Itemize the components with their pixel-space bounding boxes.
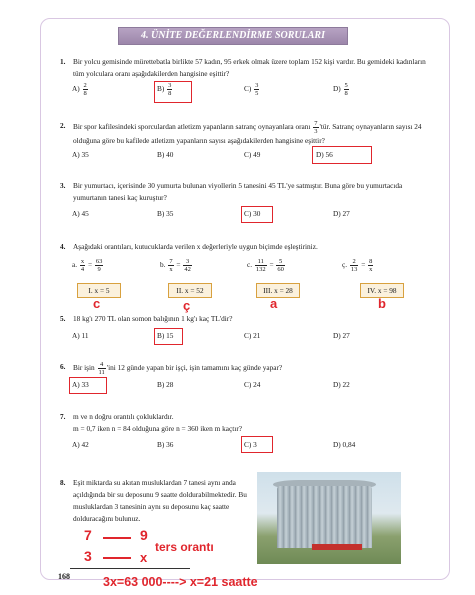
option-b[interactable]: B) $\frac{3}{8}$ (157, 82, 172, 97)
answer-mark-box (241, 436, 273, 453)
question-number: 1. (60, 57, 66, 66)
page-title: 4. ÜNİTE DEĞERLENDİRME SORULARI (118, 27, 348, 45)
option-d[interactable]: D) $\frac{5}{8}$ (333, 82, 348, 97)
question-text: Aşağıdaki orantıları, kutucuklarda verilen x değerleriyle uygun biçimde eşleştiriniz. (73, 242, 318, 251)
question-text: 18 kg'ı 270 TL olan somon balığının 1 kg'ı kaç TL'dir? (73, 314, 233, 323)
question-number: 2. (60, 121, 66, 130)
page-number: 168 (58, 572, 70, 581)
handwritten-7: 7 (84, 527, 92, 543)
option-b[interactable]: B) 15 (157, 331, 174, 340)
answer-box-1[interactable]: I. x = 5 (77, 283, 121, 298)
fraction: $\frac{2}{8}$ (83, 82, 87, 97)
option-a[interactable]: A) 33 (72, 380, 89, 389)
option-d[interactable]: D) 27 (333, 209, 350, 218)
proportion-a: a. $\frac{x}{4}$ = $\frac{63}{9}$ (72, 258, 103, 273)
question-text: Bir spor kafilesindeki sporculardan atletizm yapanların satranç oynayanlara oranı $\frac{7}{3}$ 'tür. Satranç oynayanların sayısı 24 olduğuna göre bu kafilede atletizm yapanların sayısı aşağıdakilerden hangisine eşittir? (73, 120, 422, 145)
water-tank-photo (257, 472, 401, 564)
handwritten-arrow-line (103, 557, 131, 559)
question-text: Bir yumurtacı, içerisinde 30 yumurta bulunan viyollerin 5 tanesini 45 TL'ye satmıştır. Buna göre bu yumurtacıda yumurtanın tanesi kaç kuruştur? (73, 181, 403, 202)
option-c[interactable]: C) 30 (244, 209, 261, 218)
question-number: 6. (60, 362, 66, 371)
handwritten-label: ters orantı (155, 540, 214, 554)
option-b[interactable]: B) 35 (157, 209, 174, 218)
question-number: 8. (60, 478, 66, 487)
tank-pipes (312, 544, 362, 550)
option-a[interactable]: A) 45 (72, 209, 89, 218)
answer-mark-box (241, 206, 273, 223)
answer-mark-box (312, 146, 372, 164)
option-d[interactable]: D) 0,84 (333, 440, 356, 449)
option-c[interactable]: C) 3 (244, 440, 257, 449)
handwritten-match: c (93, 296, 101, 311)
fraction: $\frac{7}{3}$ (314, 120, 318, 135)
proportion-c: c. $\frac{11}{132}$ = $\frac{5}{60}$ (247, 258, 284, 273)
question-text: Eşit miktarda su akıtan musluklardan 7 tanesi aynı anda açıldığında bir su deposunu 9 saatte doldurabilmektedir. Bu musluklardan 3 tanesinin aynı su deposunu kaç saatte dolduracağını bulunuz. (73, 478, 247, 523)
answer-mark-box (69, 377, 107, 394)
question-text: Bir işin $\frac{4}{11}$ 'ini 12 günde yapan bir işçi, işin tamamını kaç günde yapar? (73, 361, 283, 376)
answer-mark-box (154, 81, 192, 103)
option-a[interactable]: A) 42 (72, 440, 89, 449)
option-d[interactable]: D) 22 (333, 380, 350, 389)
question-text: m ve n doğru orantılı çokluklardır. (73, 412, 174, 421)
fraction: $\frac{5}{8}$ (344, 82, 348, 97)
answer-box-3[interactable]: III. x = 28 (256, 283, 300, 298)
option-c[interactable]: C) 21 (244, 331, 261, 340)
proportion-b: b. $\frac{7}{x}$ = $\frac{3}{42}$ (160, 258, 191, 273)
fraction: $\frac{4}{11}$ (98, 361, 105, 376)
handwritten-arrow-line (103, 537, 131, 539)
answer-box-4[interactable]: IV. x = 98 (360, 283, 404, 298)
fraction: $\frac{3}{5}$ (255, 82, 259, 97)
option-a[interactable]: A) 11 (72, 331, 89, 340)
answer-box-2[interactable]: II. x = 52 (168, 283, 212, 298)
option-c[interactable]: C) 24 (244, 380, 261, 389)
fraction: $\frac{3}{8}$ (168, 82, 172, 97)
handwritten-x: x (140, 550, 148, 565)
divider-line (70, 568, 190, 569)
option-d[interactable]: D) 27 (333, 331, 350, 340)
handwritten-match: b (378, 296, 386, 311)
option-b[interactable]: B) 28 (157, 380, 174, 389)
option-a[interactable]: A) $\frac{2}{8}$ (72, 82, 87, 97)
option-c[interactable]: C) $\frac{3}{5}$ (244, 82, 259, 97)
answer-mark-box (154, 328, 183, 345)
handwritten-solution: 3x=63 000----> x=21 saatte (103, 575, 258, 589)
handwritten-match: ç (183, 298, 191, 313)
option-c[interactable]: C) 49 (244, 150, 261, 159)
proportion-c-cedilla: ç. $\frac{2}{13}$ = $\frac{8}{x}$ (342, 258, 373, 273)
option-d[interactable]: D) 56 (316, 150, 333, 159)
question-number: 7. (60, 412, 66, 421)
question-number: 3. (60, 181, 66, 190)
option-b[interactable]: B) 36 (157, 440, 174, 449)
option-a[interactable]: A) 35 (72, 150, 89, 159)
handwritten-3: 3 (84, 548, 92, 564)
handwritten-match: a (270, 296, 278, 311)
question-text: Bir yolcu gemisinde mürettebatla birlikte 57 kadın, 95 erkek olmak üzere toplam 152 kişi vardır. Bu gemideki kadınların tüm yolculara oranı aşağıdakilerden hangisine eşittir? (73, 57, 426, 78)
question-number: 5. (60, 314, 66, 323)
question-number: 4. (60, 242, 66, 251)
option-b[interactable]: B) 40 (157, 150, 174, 159)
tank-body (277, 486, 372, 548)
handwritten-9: 9 (140, 527, 148, 543)
